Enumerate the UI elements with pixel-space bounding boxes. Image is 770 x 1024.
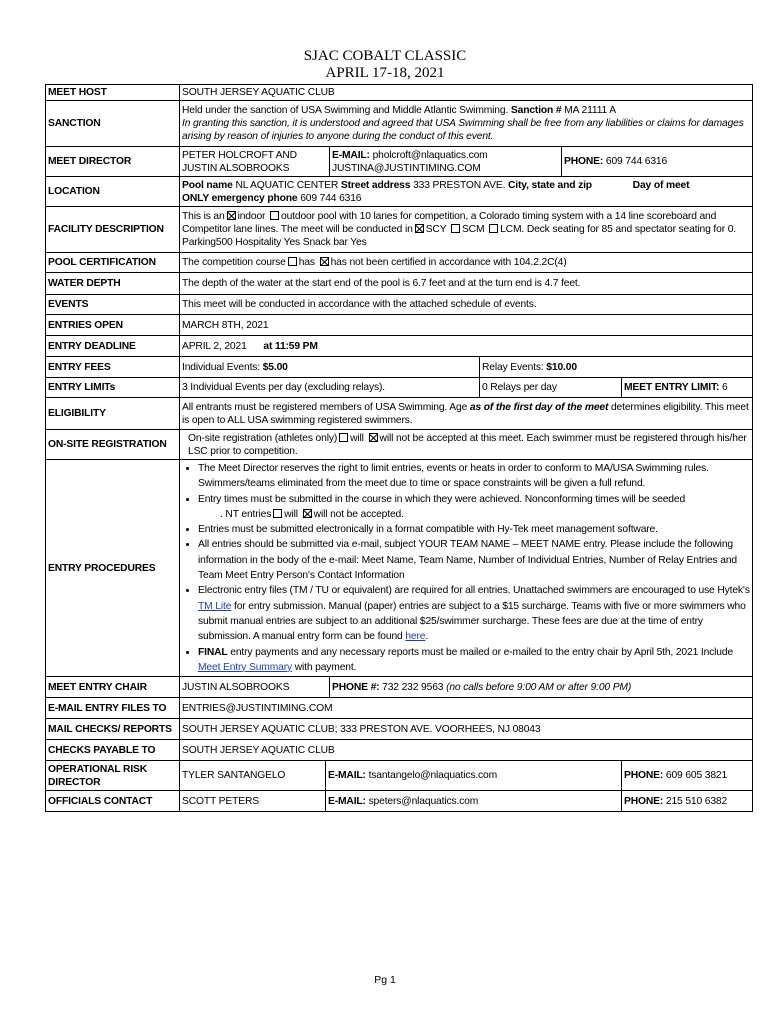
- facility-text-3: LCM. Deck seating for 85 and spectator seating for 0. Parking500 Hospitality Yes Snack bar Yes: [182, 224, 736, 248]
- row-mail-checks: [46, 719, 753, 740]
- risk-director-name: TYLER SANTANGELO: [180, 761, 326, 791]
- officials-name: SCOTT PETERS: [180, 791, 326, 812]
- row-eligibility: [46, 398, 753, 430]
- nt-will-not: will not be accepted.: [313, 508, 404, 520]
- label-meet-director: MEET DIRECTOR: [46, 147, 180, 177]
- row-meet-host: [46, 85, 753, 101]
- entry-procedures-value: [180, 460, 753, 677]
- facility-text-2: outdoor pool with 10 lanes for competition, a Colorado timing system with a 14 line scoreboard and Competitor lane lines. The meet will be conducted in: [182, 211, 717, 235]
- has-not-checkbox[interactable]: [320, 257, 329, 266]
- label-email-entry: E-MAIL ENTRY FILES TO: [46, 698, 180, 719]
- pool-cert-value: [180, 253, 753, 273]
- manual-entry-form-link[interactable]: here: [405, 631, 426, 643]
- label-facility: FACILITY DESCRIPTION: [46, 207, 180, 253]
- director-phone: [562, 147, 753, 177]
- procedures-list: [182, 461, 750, 675]
- officials-phone-label: PHONE:: [624, 795, 664, 807]
- row-facility: [46, 207, 753, 253]
- nt-will-checkbox[interactable]: [273, 509, 282, 518]
- onsite-will-not: will not be accepted at this meet. Each swimmer must be registered through his/her LSC prior to competition.: [188, 432, 747, 457]
- entries-open-value: MARCH 8TH, 2021: [180, 315, 753, 336]
- individual-fee-label: Individual Events:: [182, 361, 261, 373]
- meet-entry-limit-label: MEET ENTRY LIMIT:: [624, 382, 720, 393]
- label-risk-director: OPERATIONAL RISK DIRECTOR: [46, 761, 180, 791]
- sanction-value: [180, 101, 753, 147]
- row-entry-deadline: [46, 336, 753, 357]
- procedure-text: with payment.: [294, 661, 357, 673]
- emergency-phone: 609 744 6316: [300, 192, 362, 204]
- label-water-depth: WATER DEPTH: [46, 273, 180, 295]
- procedure-item: [198, 645, 750, 676]
- has-checkbox[interactable]: [288, 257, 297, 266]
- officials-email: [326, 791, 622, 812]
- row-sanction: [46, 101, 753, 147]
- row-entry-procedures: [46, 460, 753, 677]
- label-checks-payable: CHECKS PAYABLE TO: [46, 740, 180, 761]
- label-events: EVENTS: [46, 295, 180, 315]
- pool-name-label: Pool name: [182, 179, 233, 191]
- procedure-item: • Electronic entry files (TM / TU or equivalent) are required for all entries. Unattached swimmers are encouraged to use Hytek's TM Lite for entry submission. Manual (paper) entries are subject to a $15 surcharge. Teams with five or more swimmers who submit manual entries are subject to an additional $25/swimmer surcharge. These fees are due at the time of entry submission. A manual entry form can be found here.: [198, 583, 750, 644]
- street-value: 333 PRESTON AVE.: [413, 179, 506, 191]
- label-entries-open: ENTRIES OPEN: [46, 315, 180, 336]
- nt-will: will: [284, 508, 298, 520]
- onsite-will-not-checkbox[interactable]: [369, 433, 378, 442]
- deadline-date: APRIL 2, 2021: [182, 340, 247, 352]
- director-email-1: pholcroft@nlaquatics.com: [372, 149, 488, 161]
- location-value: [180, 177, 753, 207]
- row-meet-director: [46, 147, 753, 177]
- entry-chair-phone-note: (no calls before 9:00 AM or after 9:00 PM): [446, 681, 632, 693]
- label-mail-checks: MAIL CHECKS/ REPORTS: [46, 719, 180, 740]
- row-entries-open: [46, 315, 753, 336]
- row-events: [46, 295, 753, 315]
- entry-chair-phone: [330, 677, 753, 698]
- row-risk-director: [46, 761, 753, 791]
- entry-deadline-value: [180, 336, 753, 357]
- row-pool-certification: [46, 253, 753, 273]
- nt-will-not-checkbox[interactable]: [303, 509, 312, 518]
- procedure-item: [198, 492, 750, 523]
- row-onsite-registration: [46, 430, 753, 460]
- label-pool-cert: POOL CERTIFICATION: [46, 253, 180, 273]
- row-officials: [46, 791, 753, 812]
- emergency-phone-label: ONLY emergency phone: [182, 192, 298, 204]
- relay-fee-label: Relay Events:: [482, 361, 544, 373]
- sanction-num-label: Sanction #: [510, 105, 562, 116]
- director-phone-label: PHONE:: [564, 156, 604, 167]
- entry-chair-name: JUSTIN ALSOBROOKS: [180, 677, 330, 698]
- sanction-text: Held under the sanction of USA Swimming and Middle Atlantic Swimming.: [182, 105, 509, 116]
- final-bold: FINAL: [198, 646, 228, 658]
- procedure-nt-text: . NT entries: [220, 508, 272, 520]
- relay-limit: 0 Relays per day: [480, 378, 622, 398]
- label-entry-fees: ENTRY FEES: [46, 357, 180, 378]
- day-of-meet-label: Day of meet: [632, 179, 690, 191]
- procedure-text: Entry times must be submitted in the course in which they were achieved. Nonconforming times will be seeded: [198, 493, 686, 505]
- entry-chair-phone-label: PHONE #:: [332, 681, 380, 693]
- facility-indoor: indoor: [237, 211, 266, 222]
- street-label: Street address: [340, 179, 411, 191]
- meet-entry-summary-link[interactable]: Meet Entry Summary: [198, 661, 292, 673]
- label-onsite: ON-SITE REGISTRATION: [46, 430, 180, 460]
- checks-payable-value: SOUTH JERSEY AQUATIC CLUB: [180, 740, 753, 761]
- facility-scy: SCY: [425, 224, 447, 235]
- events-value: This meet will be conducted in accordance with the attached schedule of events.: [180, 295, 753, 315]
- label-entry-deadline: ENTRY DEADLINE: [46, 336, 180, 357]
- tm-lite-link[interactable]: TM Lite: [198, 600, 232, 612]
- row-email-entry: [46, 698, 753, 719]
- risk-director-email: [326, 761, 622, 791]
- label-entry-procedures: ENTRY PROCEDURES: [46, 460, 180, 677]
- risk-director-phone: [622, 761, 753, 791]
- sanction-num: MA 21111 A: [564, 105, 616, 116]
- procedure-item: • All entries should be submitted via e-mail, subject YOUR TEAM NAME – MEET NAME entry. Please include the following information in the body of the e-mail: Meet Name, Team Name, Number of Individual Entries, Number of Relay Entries and Team Meet Entry Person's Contact Information: [198, 537, 750, 583]
- risk-phone-value: 609 605 3821: [665, 770, 728, 782]
- mail-checks-value: SOUTH JERSEY AQUATIC CLUB; 333 PRESTON AVE. VOORHEES, NJ 08043: [180, 719, 753, 740]
- risk-email-value: tsantangelo@nlaquatics.com: [368, 770, 498, 782]
- row-location: [46, 177, 753, 207]
- relay-fee-value: $10.00: [546, 361, 577, 373]
- scm-checkbox[interactable]: [451, 224, 460, 233]
- director-email-label: E-MAIL:: [332, 149, 370, 161]
- meet-entry-limit: [622, 378, 753, 398]
- scy-checkbox[interactable]: [415, 224, 424, 233]
- row-entry-fees: [46, 357, 753, 378]
- officials-email-label: E-MAIL:: [328, 795, 366, 807]
- eligibility-text-2: determines eligibility. This meet is open to ALL USA swimming registered swimmers.: [182, 401, 749, 426]
- procedure-text: entry payments and any necessary reports must be mailed or e-mailed to the entry chair by April 5th, 2021 Include: [230, 646, 734, 658]
- page-number: Pg 1: [374, 974, 396, 986]
- procedure-item: • The Meet Director reserves the right to limit entries, events or heats in order to conform to MA/USA Swimming rules. Swimmers/teams eliminated from the meet due to time or space constraints will be given a full refund.: [198, 461, 750, 492]
- meet-info-table: [45, 84, 753, 812]
- email-entry-value: ENTRIES@JUSTINTIMING.COM: [180, 698, 753, 719]
- procedure-text: for entry submission. Manual (paper) entries are subject to a $15 surcharge. Teams with five or more swimmers who submit manual entries are subject to an additional $25/swimmer surcharge. These fees are due at the time of entry submission. A manual entry form can be found: [198, 600, 746, 643]
- director-email-2: JUSTINA@JUSTINTIMING.COM: [332, 162, 481, 174]
- row-entry-chair: [46, 677, 753, 698]
- risk-email-label: E-MAIL:: [328, 770, 366, 782]
- meet-host-value: SOUTH JERSEY AQUATIC CLUB: [180, 85, 753, 101]
- facility-value: [180, 207, 753, 253]
- individual-limit: 3 Individual Events per day (excluding relays).: [180, 378, 480, 398]
- label-sanction: SANCTION: [46, 101, 180, 147]
- eligibility-text-1: All entrants must be registered members of USA Swimming. Age: [182, 401, 468, 413]
- procedure-text: Electronic entry files (TM / TU or equivalent) are required for all entries. Unattached swimmers are encouraged to use Hytek's: [198, 585, 750, 597]
- deadline-time: at 11:59 PM: [263, 340, 318, 352]
- pool-name: NL AQUATIC CENTER: [235, 179, 339, 191]
- label-location: LOCATION: [46, 177, 180, 207]
- onsite-value: [180, 430, 753, 460]
- director-name-2: JUSTIN ALSOBROOKS: [182, 162, 290, 174]
- procedure-item: • Entries must be submitted electronically in a format compatible with Hy-Tek meet management software.: [198, 522, 750, 537]
- eligibility-emphasis: as of the first day of the meet: [469, 401, 609, 413]
- meet-entry-limit-value: 6: [722, 382, 728, 393]
- individual-fee-value: $5.00: [262, 361, 288, 373]
- water-depth-value: The depth of the water at the start end of the pool is 6.7 feet and at the turn end is 4.7 feet.: [180, 273, 753, 295]
- facility-scm: SCM: [461, 224, 485, 235]
- city-label: City, state and zip: [508, 179, 592, 191]
- label-meet-host: MEET HOST: [46, 85, 180, 101]
- risk-phone-label: PHONE:: [624, 770, 664, 782]
- row-entry-limits: [46, 378, 753, 398]
- entry-chair-phone-value: 732 232 9563: [382, 681, 444, 693]
- eligibility-value: [180, 398, 753, 430]
- meet-dates: APRIL 17-18, 2021: [325, 65, 445, 81]
- relay-fee: [480, 357, 753, 378]
- label-eligibility: ELIGIBILITY: [46, 398, 180, 430]
- onsite-will: will: [350, 432, 364, 444]
- director-emails: [330, 147, 562, 177]
- pool-cert-text: The competition course: [182, 257, 286, 268]
- onsite-will-checkbox[interactable]: [339, 433, 348, 442]
- row-water-depth: [46, 273, 753, 295]
- pool-cert-hasnot: has not been certified in accordance with 104.2.2C(4): [330, 257, 567, 268]
- label-entry-limits: ENTRY LIMITs: [46, 378, 180, 398]
- label-officials: OFFICIALS CONTACT: [46, 791, 180, 812]
- director-name-1: PETER HOLCROFT AND: [182, 149, 297, 161]
- individual-fee: [180, 357, 480, 378]
- pool-cert-has: has: [298, 257, 315, 268]
- lcm-checkbox[interactable]: [489, 224, 498, 233]
- sanction-disclaimer: In granting this sanction, it is understood and agreed that USA Swimming shall be free from any liabilities or claims for damages arising by reason of injuries to anyone during the conduct of this event.: [182, 118, 744, 142]
- label-entry-chair: MEET ENTRY CHAIR: [46, 677, 180, 698]
- officials-phone: [622, 791, 753, 812]
- director-phone-value: 609 744 6316: [605, 156, 668, 167]
- meet-title: SJAC COBALT CLASSIC: [303, 48, 467, 64]
- indoor-checkbox[interactable]: [227, 211, 236, 220]
- row-checks-payable: [46, 740, 753, 761]
- director-names: [180, 147, 330, 177]
- officials-phone-value: 215 510 6382: [665, 795, 728, 807]
- onsite-text: On-site registration (athletes only): [188, 432, 338, 444]
- facility-text-1: This is an: [182, 211, 225, 222]
- outdoor-checkbox[interactable]: [270, 211, 279, 220]
- officials-email-value: speters@nlaquatics.com: [368, 795, 479, 807]
